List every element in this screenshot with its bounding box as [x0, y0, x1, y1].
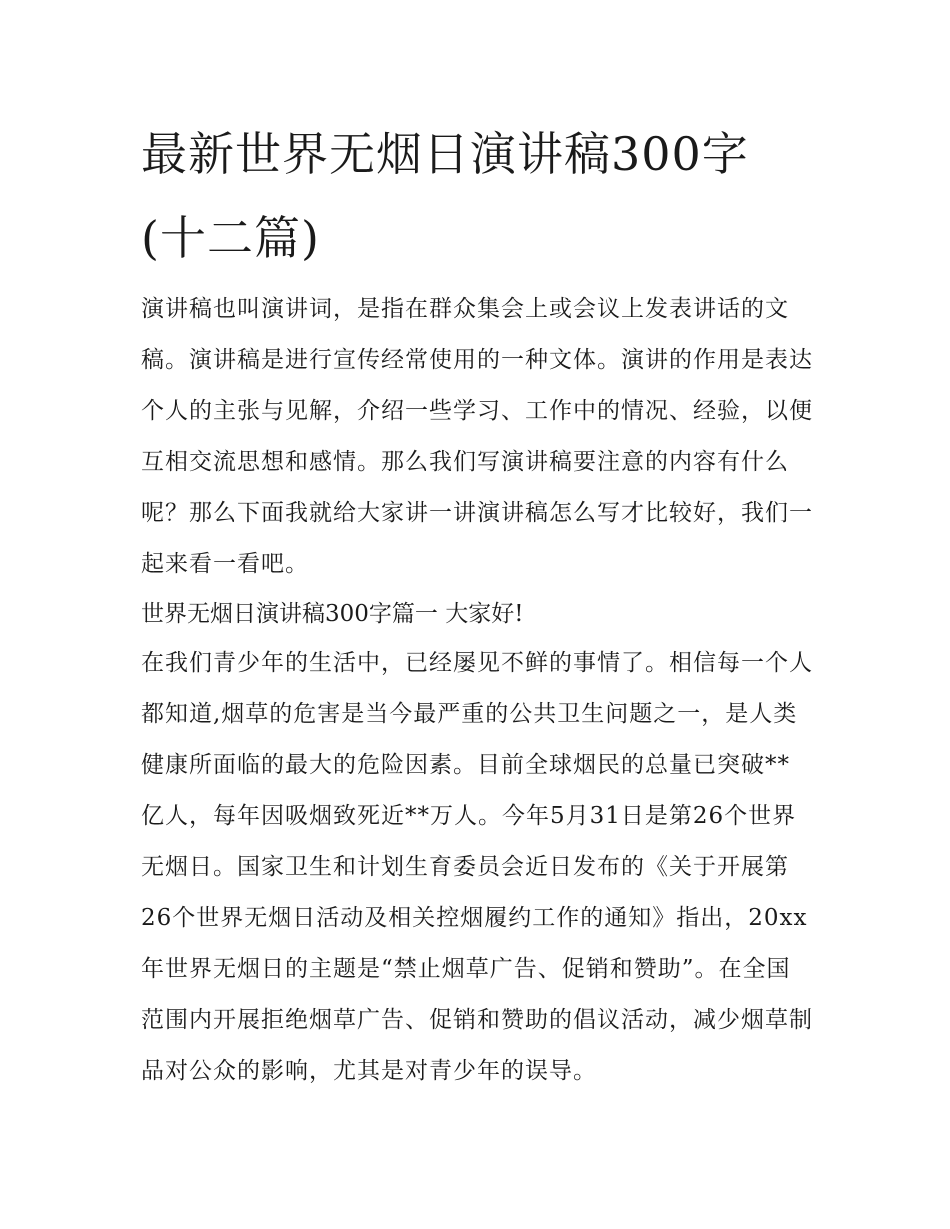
document-page — [141, 112, 813, 1097]
section-heading: 世界无烟日演讲稿300字篇一 大家好! — [141, 601, 524, 627]
intro-paragraph: 演讲稿也叫演讲词，是指在群众集会上或会议上发表讲话的文稿。演讲稿是进行宣传经常使用的一种文体。演讲的作用是表达个人的主张与见解，介绍一些学习、工作中的情况、经验，以便互相交流思想和感情。那么我们写演讲稿要注意的内容有什么呢？那么下面我就给大家讲一讲演讲稿怎么写才比较好，我们一起来看一看吧。 — [141, 296, 813, 577]
document-title: 最新世界无烟日演讲稿300字(十二篇) — [141, 127, 749, 265]
body-paragraph: 在我们青少年的生活中，已经屡见不鲜的事情了。相信每一个人都知道,烟草的危害是当今最严重的公共卫生问题之一，是人类健康所面临的最大的危险因素。目前全球烟民的总量已突破**亿人，每年因吸烟致死近**万人。今年5月31日是第26个世界无烟日。国家卫生和计划生育委员会近日发布的《关于开展第26个世界无烟日活动及相关控烟履约工作的通知》指出，20xx年世界无烟日的主题是“禁止烟草广告、促销和赞助”。在全国范围内开展拒绝烟草广告、促销和赞助的倡议活动，减少烟草制品对公众的影响，尤其是对青少年的误导。 — [141, 650, 813, 1084]
